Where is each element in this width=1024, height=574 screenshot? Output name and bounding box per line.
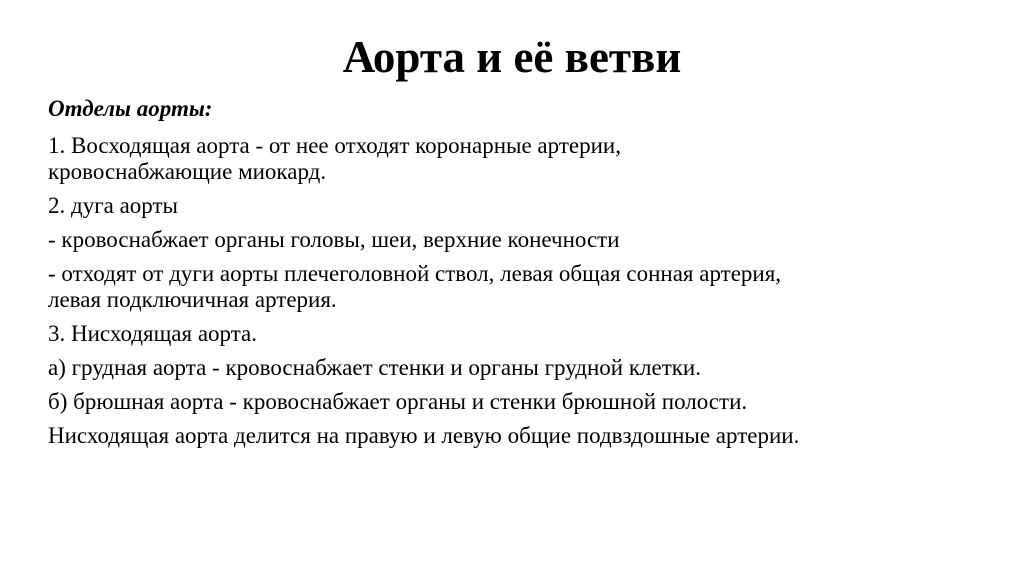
paragraph-line: 1. Восходящая аорта - от нее отходят коронарные артерии,: [48, 133, 621, 158]
paragraph-iliac-division: Нисходящая аорта делится на правую и левую общие подвздошные артерии.: [48, 423, 800, 448]
paragraph-abdominal-aorta: б) брюшная аорта - кровоснабжает органы и стенки брюшной полости.: [48, 389, 748, 414]
paragraph-descending-aorta: 3. Нисходящая аорта.: [48, 321, 258, 346]
paragraph-arch-supply: - кровоснабжает органы головы, шеи, верхние конечности: [48, 227, 620, 252]
slide-content: [48, 96, 988, 457]
paragraph-aortic-arch: 2. дуга аорты: [48, 193, 179, 218]
section-subtitle: Отделы аорты:: [48, 96, 213, 121]
paragraph-arch-branches: [48, 261, 988, 313]
paragraph-ascending-aorta: [48, 133, 988, 185]
slide-title: Аорта и её ветви: [342, 32, 682, 82]
paragraph-line: левая подключичная артерия.: [48, 287, 337, 312]
paragraph-line: - отходят от дуги аорты плечеголовной ствол, левая общая сонная артерия,: [48, 261, 782, 286]
paragraph-line: кровоснабжающие миокард.: [48, 159, 327, 184]
paragraph-thoracic-aorta: а) грудная аорта - кровоснабжает стенки и органы грудной клетки.: [48, 355, 701, 380]
